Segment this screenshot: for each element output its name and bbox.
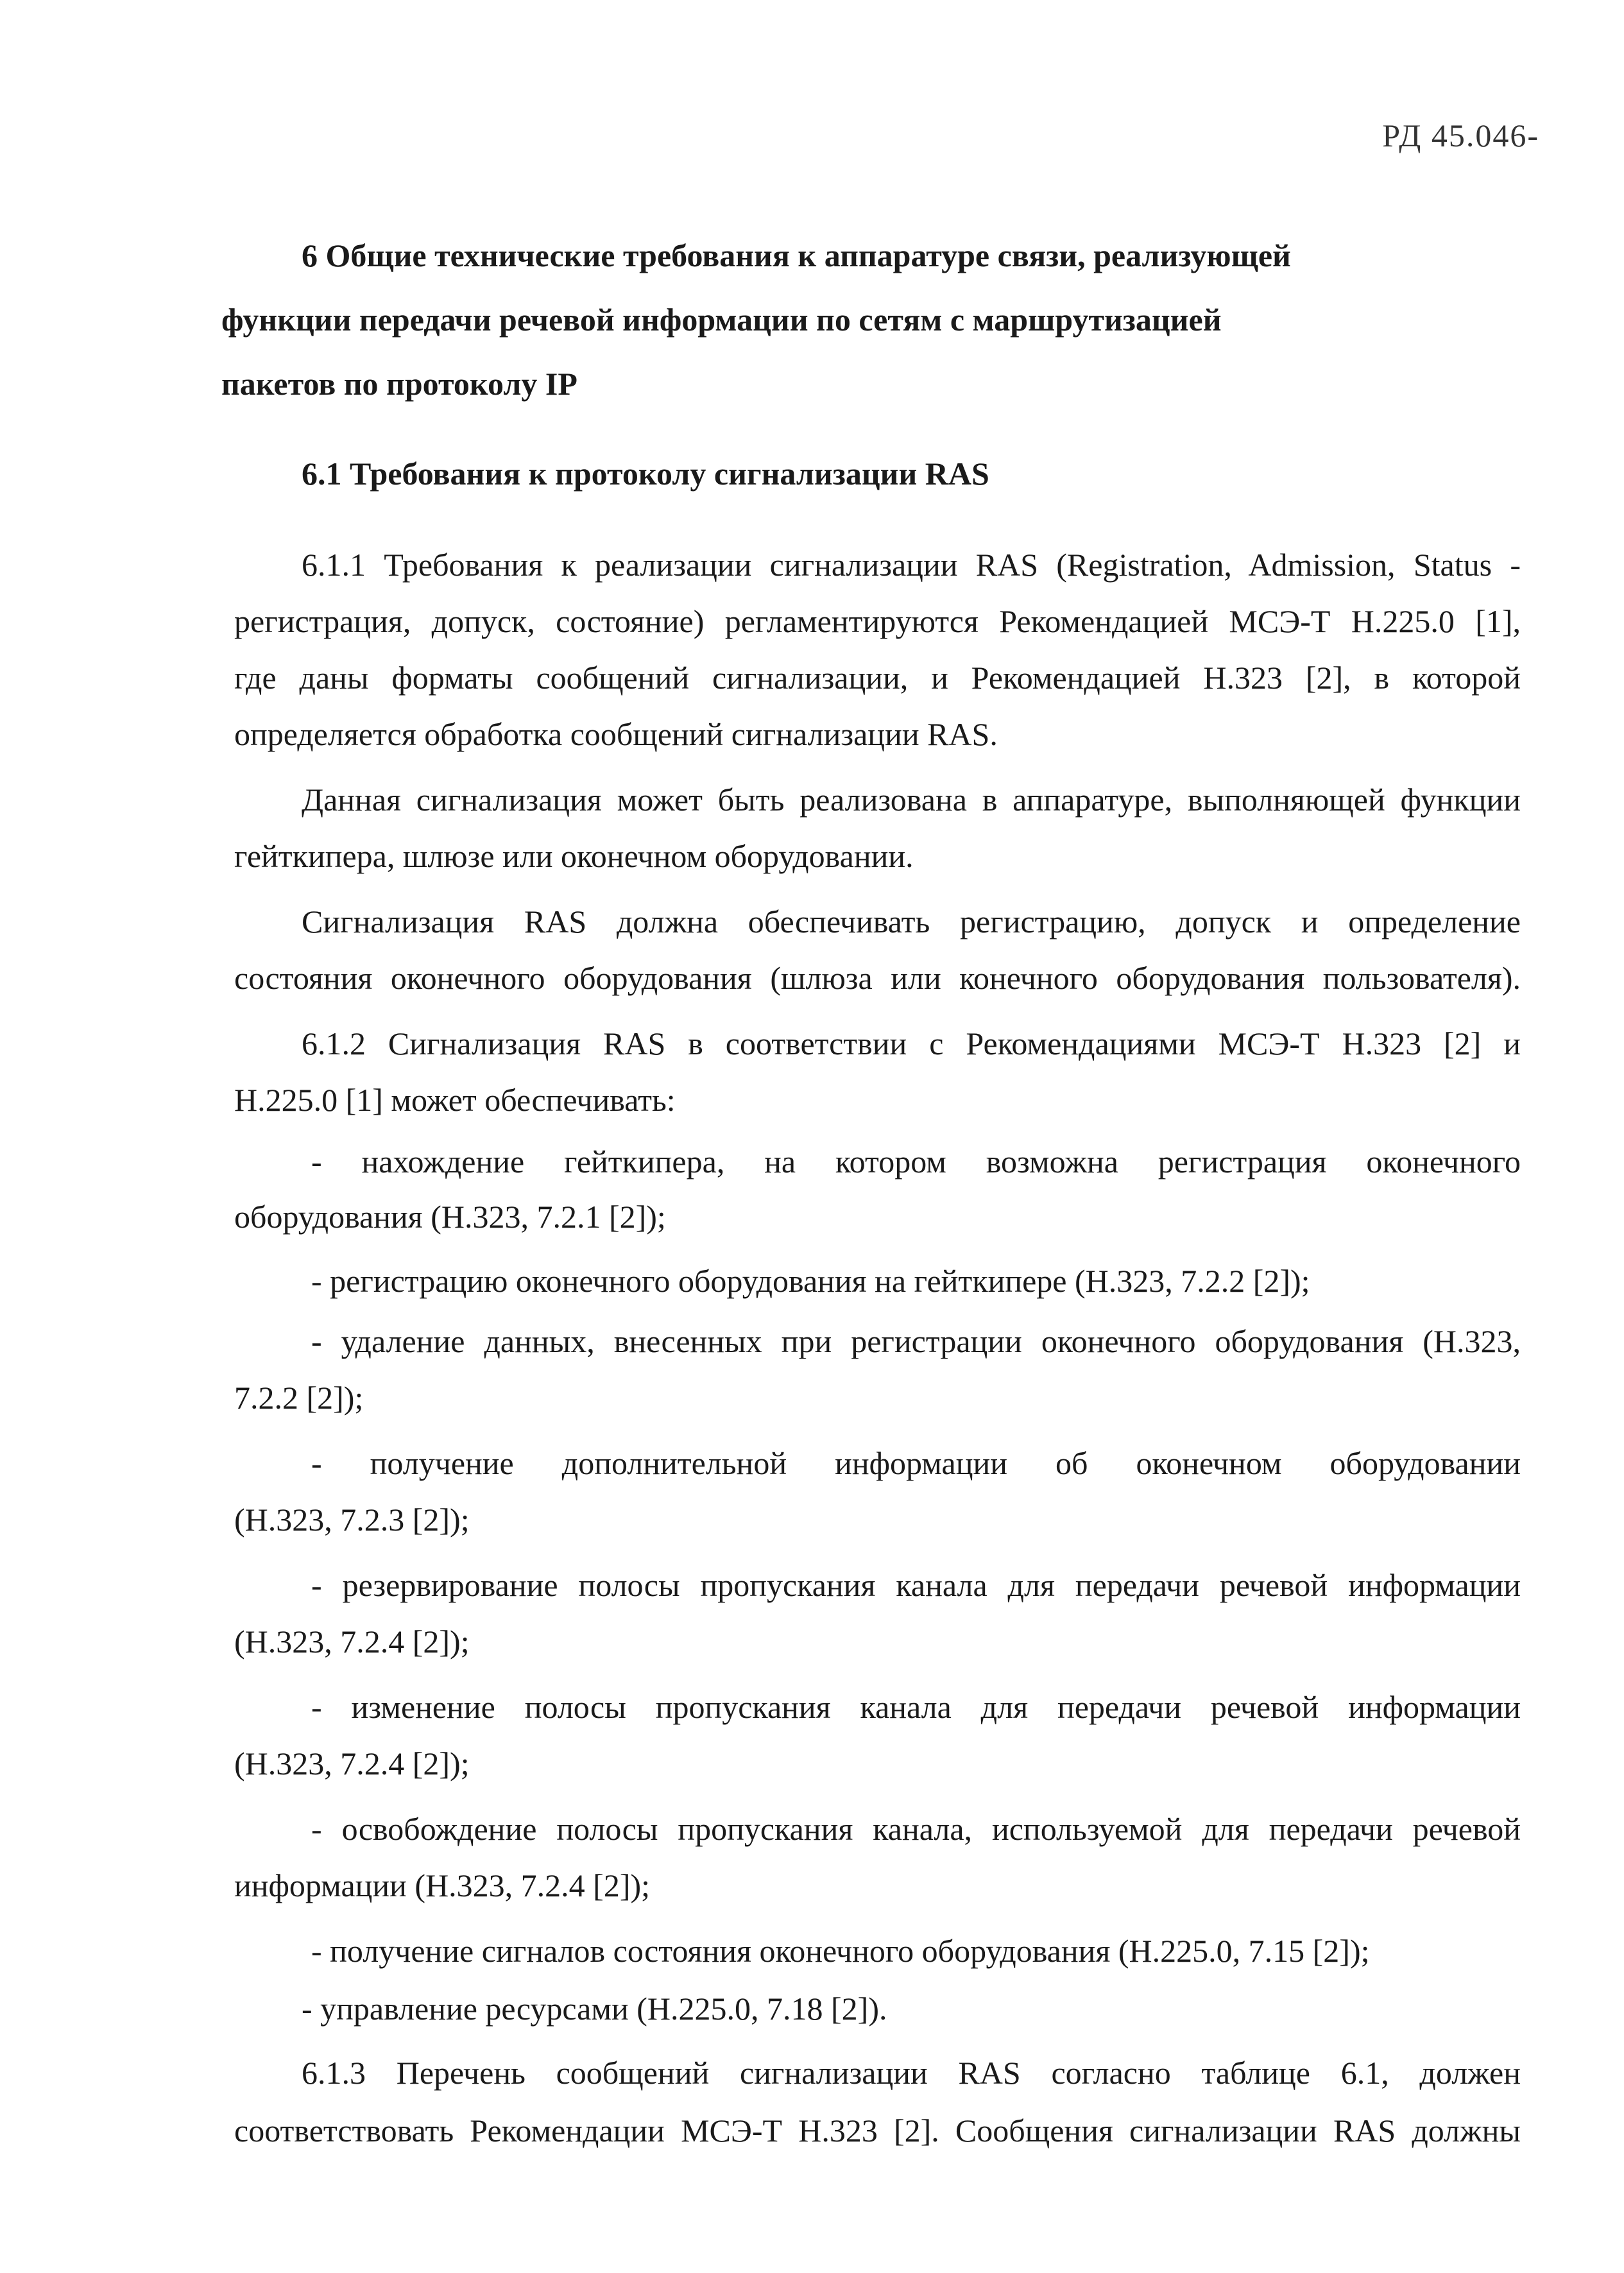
paragraph-gatekeeper-line-1: Данная сигнализация может быть реализована в аппаратуре, выполняющей функции — [302, 782, 1521, 818]
list-item-3-line-1: - удаление данных, внесенных при регистрации оконечного оборудования (Н.323, — [311, 1323, 1521, 1359]
list-item-9: - управление ресурсами (Н.225.0, 7.18 [2]). — [302, 1991, 887, 2027]
list-item-4-line-2: (Н.323, 7.2.3 [2]); — [234, 1502, 470, 1538]
paragraph-gatekeeper-line-2: гейткипера, шлюзе или оконечном оборудовании. — [234, 838, 914, 874]
list-item-6-line-2: (Н.323, 7.2.4 [2]); — [234, 1745, 470, 1781]
paragraph-6-1-2-line-2: Н.225.0 [1] может обеспечивать: — [234, 1082, 676, 1118]
section-6-1-heading: 6.1 Требования к протоколу сигнализации RAS — [302, 456, 989, 492]
paragraph-6-1-1-line-4: определяется обработка сообщений сигнализации RAS. — [234, 716, 998, 752]
list-item-2: - регистрацию оконечного оборудования на гейткипере (Н.323, 7.2.2 [2]); — [311, 1263, 1310, 1299]
paragraph-6-1-1-line-3: где даны форматы сообщений сигнализации, и Рекомендацией Н.323 [2], в которой — [234, 660, 1521, 696]
list-item-4-line-1: - получение дополнительной информации об оконечном оборудовании — [311, 1445, 1521, 1481]
document-code: РД 45.046- — [1382, 117, 1539, 153]
list-item-5-line-2: (Н.323, 7.2.4 [2]); — [234, 1624, 470, 1660]
list-item-1-line-1: - нахождение гейткипера, на котором возможна регистрация оконечного — [311, 1144, 1521, 1179]
section-6-heading-line-1: 6 Общие технические требования к аппаратуре связи, реализующей — [302, 237, 1291, 273]
list-item-8: - получение сигналов состояния оконечного оборудования (Н.225.0, 7.15 [2]); — [311, 1933, 1370, 1969]
paragraph-6-1-1-line-2: регистрация, допуск, состояние) регламентируются Рекомендацией МСЭ-Т Н.225.0 [1], — [234, 603, 1521, 639]
list-item-5-line-1: - резервирование полосы пропускания канала для передачи речевой информации — [311, 1567, 1521, 1603]
paragraph-ras-provides-line-1: Сигнализация RAS должна обеспечивать регистрацию, допуск и определение — [302, 904, 1521, 939]
list-item-3-line-2: 7.2.2 [2]); — [234, 1380, 364, 1416]
list-item-7-line-1: - освобождение полосы пропускания канала, используемой для передачи речевой — [311, 1811, 1521, 1847]
section-6-heading-line-3: пакетов по протоколу IP — [221, 366, 577, 402]
paragraph-6-1-3-line-2: соответствовать Рекомендации МСЭ-Т Н.323 [2]. Сообщения сигнализации RAS должны — [234, 2113, 1521, 2149]
section-6-heading-line-2: функции передачи речевой информации по сетям с маршрутизацией — [221, 302, 1222, 338]
paragraph-6-1-3-line-1: 6.1.3 Перечень сообщений сигнализации RAS согласно таблице 6.1, должен — [302, 2055, 1521, 2091]
list-item-7-line-2: информации (Н.323, 7.2.4 [2]); — [234, 1867, 651, 1903]
paragraph-6-1-1-line-1: 6.1.1 Требования к реализации сигнализации RAS (Registration, Admission, Status - — [302, 547, 1521, 583]
list-item-6-line-1: - изменение полосы пропускания канала для передачи речевой информации — [311, 1689, 1521, 1725]
paragraph-6-1-2-line-1: 6.1.2 Сигнализация RAS в соответствии с Рекомендациями МСЭ-Т Н.323 [2] и — [302, 1025, 1521, 1061]
paragraph-ras-provides-line-2: состояния оконечного оборудования (шлюза или конечного оборудования пользователя). — [234, 960, 1521, 996]
list-item-1-line-2: оборудования (Н.323, 7.2.1 [2]); — [234, 1199, 666, 1235]
